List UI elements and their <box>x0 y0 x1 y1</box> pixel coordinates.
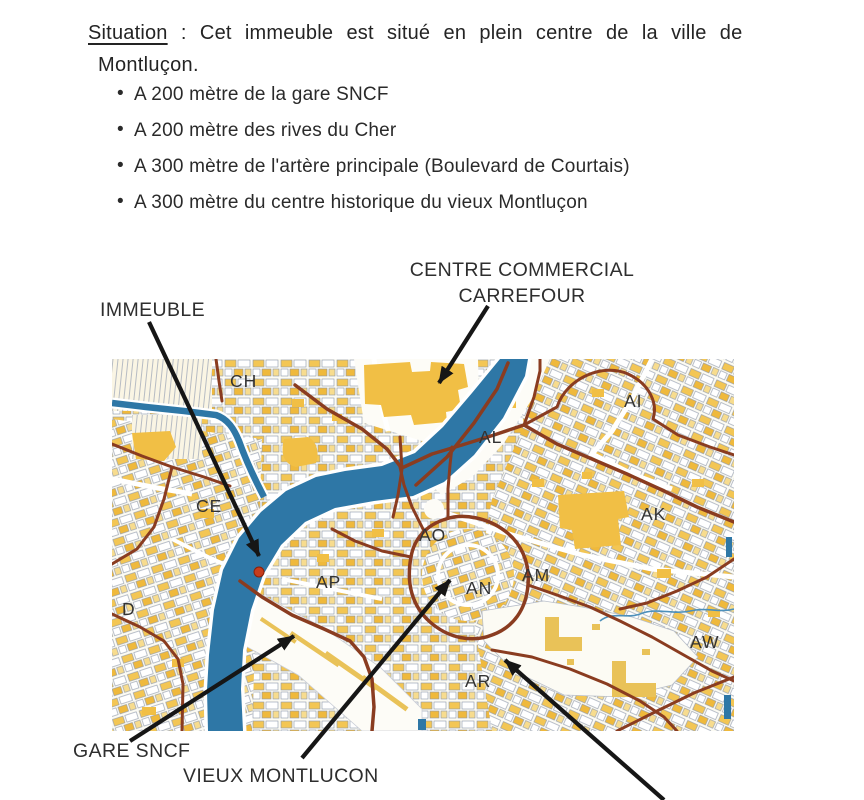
heading-label: Situation <box>88 22 168 44</box>
map-section-label-ar: AR <box>465 671 492 691</box>
callout-centre-commercial <box>372 257 672 309</box>
heading-line2: Montluçon. <box>98 54 199 76</box>
map-section-label-an: AN <box>466 578 493 598</box>
callout-gare-sncf: GARE SNCF <box>73 740 191 762</box>
immeuble-marker-dot <box>254 567 264 577</box>
callout-vieux-montlucon: VIEUX MONTLUCON <box>183 765 379 787</box>
map-section-label-ce: CE <box>196 496 223 516</box>
map-section-label-ch: CH <box>230 371 258 391</box>
callout-immeuble: IMMEUBLE <box>100 299 206 321</box>
cadastral-map-image <box>112 359 734 731</box>
callout-centre-commercial-line2: CARREFOUR <box>458 285 586 307</box>
map-section-label-ai: AI <box>624 391 643 411</box>
map-section-label-d: D <box>122 599 136 619</box>
bullet-item: • A 200 mètre de la gare SNCF <box>117 84 737 106</box>
map-section-label-ak: AK <box>641 504 667 524</box>
bullet-item: • A 200 mètre des rives du Cher <box>117 120 737 142</box>
bullet-item: • A 300 mètre de l'artère principale (Boulevard de Courtais) <box>117 156 737 178</box>
bullet-item: • A 300 mètre du centre historique du vieux Montluçon <box>117 192 737 214</box>
map-section-label-am: AM <box>522 565 551 585</box>
map-section-label-aw: AW <box>690 632 720 652</box>
map-section-label-al: AL <box>479 427 503 447</box>
heading-line1 <box>88 22 742 45</box>
heading-separator: : <box>167 22 200 44</box>
map-section-label-ap: AP <box>316 572 342 592</box>
callout-centre-commercial-line1: CENTRE COMMERCIAL <box>409 259 635 281</box>
bullet-list <box>117 84 737 228</box>
heading-text: Cet immeuble est situé en plein centre de la ville de <box>199 22 743 44</box>
map-section-label-ao: AO <box>419 525 447 545</box>
